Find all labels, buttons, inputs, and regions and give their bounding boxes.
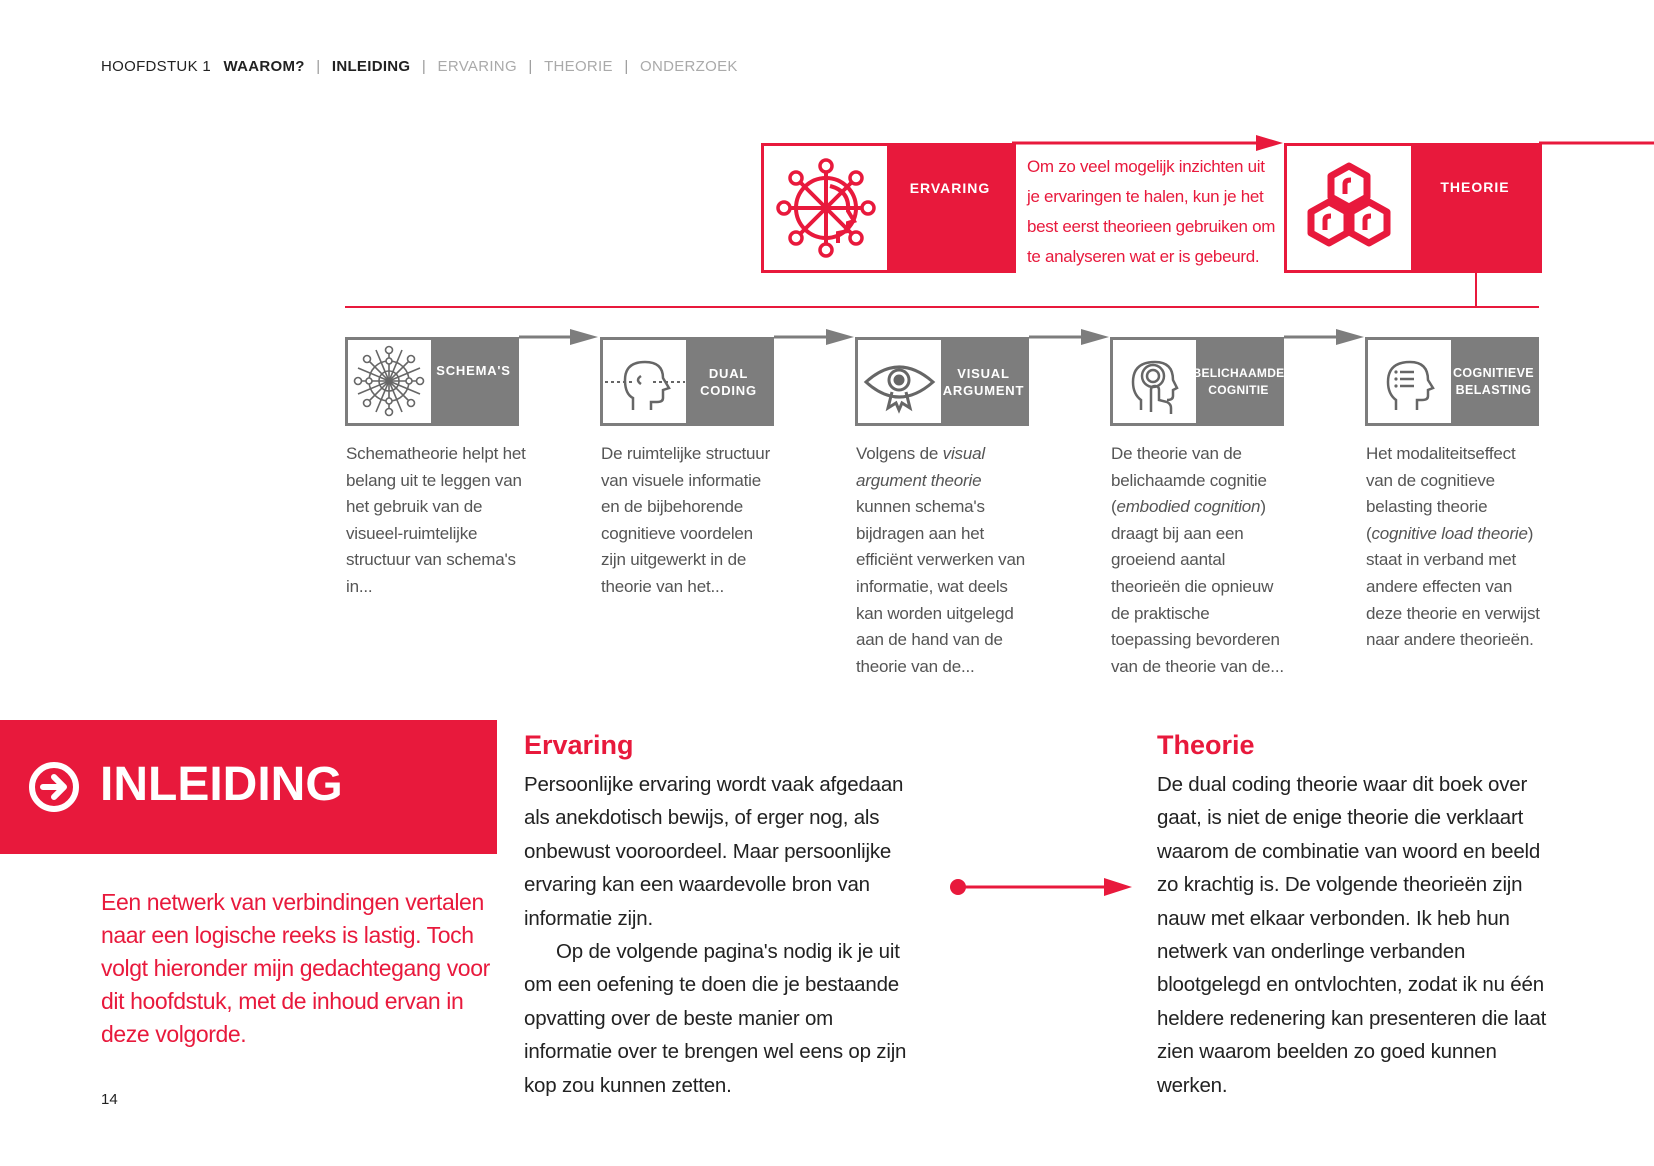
cognitieve-belasting-panel xyxy=(1451,340,1536,423)
chapter-title: WAAROM? xyxy=(223,58,305,75)
cognitieve-label-2: BELASTING xyxy=(1455,382,1532,397)
network-schema-icon xyxy=(348,340,431,423)
visual-argument-panel xyxy=(941,340,1026,423)
ervaring-quote xyxy=(1027,152,1282,272)
arrow-circle-right-icon xyxy=(27,760,81,814)
theory-box-dual-coding[interactable] xyxy=(600,337,774,426)
visual-argument-label-1: VISUAL xyxy=(957,365,1010,381)
theory-box-cognitieve-belasting[interactable] xyxy=(1365,337,1539,426)
quote-line: je ervaringen te halen, kun je het xyxy=(1027,187,1264,206)
dual-coding-label-2: CODING xyxy=(700,382,757,398)
theory-box-belichaamde-cognitie[interactable] xyxy=(1110,337,1284,426)
schemas-panel xyxy=(431,340,516,423)
chapter-number: HOOFDSTUK 1 xyxy=(101,58,211,75)
theorie-panel xyxy=(1411,146,1539,270)
head-list-icon xyxy=(1368,340,1451,423)
quote-line: best eerst theorieen gebruiken om xyxy=(1027,217,1276,236)
breadcrumb-current[interactable]: INLEIDING xyxy=(331,58,411,75)
dual-coding-description: De ruimtelijke structuur van visuele informatie en de bijbehorende cognitieve voordelen zijn uitgewerkt in de theorie van het... xyxy=(601,444,771,596)
breadcrumb: HOOFDSTUK 1 WAAROM? | INLEIDING | ERVARING | THEORIE | ONDERZOEK xyxy=(101,58,738,75)
ervaring-to-theorie-arrow xyxy=(940,875,1140,899)
ervaring-heading: Ervaring xyxy=(524,730,634,760)
cognitieve-description: Het modaliteitseffect van de cognitieve belasting theorie (cognitive load theorie) staat in verband met andere effecten van deze theorie en verwijst naar andere theorieën. xyxy=(1366,444,1540,650)
theory-box-visual-argument[interactable] xyxy=(855,337,1029,426)
theorie-box[interactable] xyxy=(1284,143,1542,273)
schemas-description: Schematheorie helpt het belang uit te leggen van het gebruik van de visueel-ruimtelijke structuur van schema's in... xyxy=(346,444,526,596)
theorie-heading: Theorie xyxy=(1157,730,1255,760)
theorie-label: THEORIE xyxy=(1440,179,1510,195)
ervaring-label: ERVARING xyxy=(909,180,991,196)
ervaring-paragraph-2: Op de volgende pagina's nodig ik je uit om een oefening te doen die je bestaande opvatting over de beste manier om informatie over te brengen wel eens op zijn kop zou kunnen zetten. xyxy=(524,940,907,1097)
belichaamde-cognitie-panel xyxy=(1192,340,1285,423)
intro-lead-text: Een netwerk van verbindingen vertalen naar een logische reeks is lastig. Toch volgt hieronder mijn gedachtegang voor dit hoofdstuk, met de inhoud ervan in deze volgorde. xyxy=(101,889,490,1047)
visual-argument-description: Volgens de visual argument theorie kunnen schema's bijdragen aan het efficiënt verwerken van informatie, wat deels kan worden uitgelegd aan de hand van de theorie van de... xyxy=(856,444,1025,676)
dual-coding-panel xyxy=(686,340,771,423)
breadcrumb-theorie[interactable]: THEORIE xyxy=(544,58,613,75)
inleiding-title: INLEIDING xyxy=(100,758,343,811)
belichaamde-label-2: COGNITIE xyxy=(1208,382,1269,397)
ervaring-paragraph-1: Persoonlijke ervaring wordt vaak afgedaan als anekdotisch bewijs, of erger nog, als onbewust vooroordeel. Maar persoonlijke ervaring kan een waardevolle bron van informatie zijn. xyxy=(524,773,904,930)
page-number: 14 xyxy=(101,1091,118,1108)
schemas-label: SCHEMA'S xyxy=(436,363,511,378)
breadcrumb-onderzoek[interactable]: ONDERZOEK xyxy=(639,58,738,75)
dual-coding-label-1: DUAL xyxy=(708,365,749,381)
ervaring-panel xyxy=(887,146,1013,270)
belichaamde-description: De theorie van de belichaamde cognitie (embodied cognition) draagt bij aan een groeiend aantal theorieën die opnieuw de praktische toepassing bevorderen van de theorie van de... xyxy=(1111,444,1284,676)
theory-box-schemas[interactable] xyxy=(345,337,519,426)
breadcrumb-ervaring[interactable]: ERVARING xyxy=(437,58,517,75)
theorie-body: De dual coding theorie waar dit boek over gaat, is niet de enige theorie die verklaart waarom de combinatie van woord en beeld zo krachtig is. De volgende theorieën zijn nauw met elkaar verbonden. Ik heb hun netwerk van onderlinge verbanden blootgelegd en ontvlochten, zodat ik nu één heldere redenering kan presenteren die laat zien waarom beelden zo goed kunnen werken. xyxy=(1157,773,1547,1097)
quote-line: te analyseren wat er is gebeurd. xyxy=(1027,247,1260,266)
head-profile-icon xyxy=(603,340,686,423)
ervaring-body xyxy=(524,768,916,1102)
cognitieve-label-1: COGNITIEVE xyxy=(1452,365,1535,380)
ervaring-box[interactable] xyxy=(761,143,1016,273)
ervaring-head-network-icon xyxy=(764,146,887,270)
belichaamde-label-1: BELICHAAMDE xyxy=(1192,365,1285,380)
hexagon-cluster-icon xyxy=(1287,146,1411,270)
hand-head-icon xyxy=(1113,340,1196,423)
visual-argument-label-2: ARGUMENT xyxy=(942,382,1025,398)
eye-ribbon-icon xyxy=(858,340,941,423)
quote-line: Om zo veel mogelijk inzichten uit xyxy=(1027,157,1265,176)
ervaring-icon-wrap xyxy=(764,146,887,270)
